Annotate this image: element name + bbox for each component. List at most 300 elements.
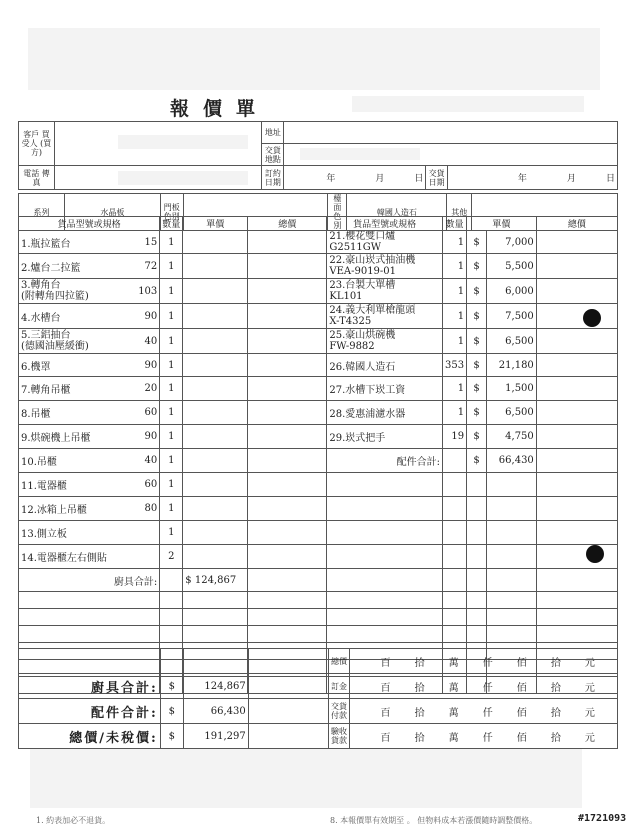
left-item (21, 453, 157, 468)
right-item-total (536, 545, 617, 569)
amount-label: 訂金 (328, 674, 350, 699)
unit-row (352, 704, 615, 719)
summary-row (19, 724, 618, 749)
item-name: 8.吊櫃 (21, 409, 51, 420)
table-row (19, 377, 618, 401)
left-item-price (183, 279, 248, 304)
left-item-total (248, 231, 327, 254)
customer-label: 客戶 買受人 (買方) (19, 122, 55, 166)
right-item-desc (327, 626, 443, 643)
left-item-total (248, 425, 327, 449)
right-item-qty (442, 473, 466, 497)
table-row (19, 569, 618, 592)
left-item-total (248, 354, 327, 377)
left-item-desc (19, 377, 160, 401)
right-desc-header: 貨品型號或規格 (327, 217, 443, 231)
right-item-currency: $ (467, 449, 487, 473)
right-item-qty: 1 (442, 231, 466, 254)
right-item-desc (327, 425, 443, 449)
left-item-desc (19, 473, 160, 497)
left-item (21, 358, 157, 373)
right-item-price (486, 609, 536, 626)
left-item-name (21, 501, 87, 516)
left-item-name (21, 549, 107, 564)
item-model: KL101 (329, 291, 363, 302)
blank-cell (160, 649, 183, 674)
left-item-qty: 1 (160, 329, 183, 354)
contract-date-value[interactable]: 年 月 日 (284, 166, 426, 190)
right-item-total (536, 254, 617, 279)
item-name: 21.櫻花雙口爐 (329, 231, 396, 242)
table-row (19, 592, 618, 609)
other-label: 其他 (447, 194, 472, 231)
left-item-price (183, 473, 248, 497)
right-item-desc (327, 521, 443, 545)
left-item-desc (19, 401, 160, 425)
unit-label: 百 (380, 682, 391, 694)
item-name: 27.水槽下崁工資 (329, 385, 406, 396)
right-item-currency: $ (467, 304, 487, 329)
left-item-qty: 1 (160, 497, 183, 521)
right-item-desc (327, 497, 443, 521)
item-name: 7.轉角吊櫃 (21, 385, 71, 396)
unit-label: 元 (584, 707, 595, 719)
series-label: 系列 (19, 194, 65, 231)
right-item-price: 6,500 (486, 329, 536, 354)
left-item-price (183, 401, 248, 425)
item-model: VEA-9019-01 (329, 266, 397, 277)
left-item (21, 549, 157, 564)
item-size: 60 (144, 407, 158, 418)
phone-label: 電話 傳真 (19, 166, 55, 190)
right-item-price: 6,000 (486, 279, 536, 304)
left-item-total (248, 401, 327, 425)
unit-label: 萬 (448, 732, 459, 744)
summary-currency: $ (160, 699, 183, 724)
right-item-price (486, 592, 536, 609)
left-item (21, 280, 157, 302)
left-item-qty: 1 (160, 254, 183, 279)
right-item-price (486, 626, 536, 643)
right-item-total (536, 521, 617, 545)
right-item-currency (467, 569, 487, 592)
left-item-desc (19, 231, 160, 254)
unit-label: 元 (584, 657, 595, 669)
left-item-price (183, 521, 248, 545)
left-item-total (248, 497, 327, 521)
left-item-name (21, 381, 71, 396)
left-item-price (183, 425, 248, 449)
right-item-currency: $ (467, 231, 487, 254)
right-item-currency (467, 521, 487, 545)
accessories-subtotal-label: 配件合計: (396, 457, 440, 468)
right-item-qty: 19 (442, 425, 466, 449)
left-item-desc (19, 254, 160, 279)
right-item-currency (467, 497, 487, 521)
right-item-price: 1,500 (486, 377, 536, 401)
items-table (18, 216, 618, 694)
unit-row (352, 654, 615, 669)
left-desc-header: 貨品型號或規格 (19, 217, 160, 231)
item-name: 6.機罩 (21, 361, 51, 373)
left-item-price: $ 124,867 (183, 569, 248, 592)
table-row (19, 254, 618, 279)
unit-label: 仟 (482, 657, 493, 669)
item-size: 40 (144, 335, 158, 347)
left-item-qty: 1 (160, 449, 183, 473)
hole-punch-mark (586, 545, 604, 563)
left-item-total (248, 254, 327, 279)
unit-row (352, 679, 615, 694)
hole-punch-mark (583, 309, 601, 327)
left-item-total (248, 377, 327, 401)
item-name: 10.吊櫃 (21, 457, 57, 468)
unit-label: 佰 (516, 707, 527, 719)
contract-date-label: 訂約 日期 (262, 166, 284, 190)
left-item-name (21, 259, 81, 274)
table-row (19, 449, 618, 473)
table-row (19, 626, 618, 643)
right-item-currency (467, 626, 487, 643)
series-value: 水晶板 (64, 194, 160, 231)
left-item-desc (19, 521, 160, 545)
right-item-total (536, 609, 617, 626)
counter-color-value: 韓國人造石 (347, 194, 447, 231)
left-item-name (21, 453, 57, 468)
item-name: 25.豪山烘碗機 (329, 330, 396, 341)
right-item-total (536, 569, 617, 592)
table-row (19, 473, 618, 497)
item-name: 13.側立板 (21, 529, 67, 540)
unit-label: 拾 (414, 707, 425, 719)
unit-label: 萬 (448, 682, 459, 694)
item-name-extra: (德國油壓緩衝) (21, 341, 89, 352)
delivery-date-value[interactable]: 年 月 日 (447, 166, 617, 190)
item-name: 28.愛惠浦濾水器 (329, 409, 406, 420)
right-item-total (536, 592, 617, 609)
table-row (19, 497, 618, 521)
summary-label: 配件合計: (19, 699, 161, 724)
redacted-quote-number (352, 96, 584, 112)
item-name: 26.韓國人造石 (329, 361, 396, 373)
right-item-price: 5,500 (486, 254, 536, 279)
right-item-currency: $ (467, 377, 487, 401)
left-item (21, 477, 157, 492)
right-item-qty (442, 521, 466, 545)
delivery-address-value[interactable] (284, 144, 618, 166)
right-item-qty: 1 (442, 401, 466, 425)
left-item-total (248, 609, 327, 626)
right-item-qty (442, 449, 466, 473)
left-item-qty: 1 (160, 279, 183, 304)
left-item-qty (160, 569, 183, 592)
right-item-currency (467, 473, 487, 497)
unit-label: 百 (380, 657, 391, 669)
unit-label: 拾 (550, 682, 561, 694)
item-name: 24.義大利單槍龍頭 (329, 305, 416, 316)
unit-label: 百 (380, 732, 391, 744)
left-item-price (183, 329, 248, 354)
unit-row (352, 729, 615, 744)
summary-currency: $ (160, 674, 183, 699)
item-size: 90 (144, 310, 158, 322)
unit-label: 元 (584, 732, 595, 744)
unit-label: 佰 (516, 657, 527, 669)
blank-cell (248, 649, 328, 674)
item-name-extra: (附轉角四拉籃) (21, 291, 89, 302)
right-item-qty: 1 (442, 254, 466, 279)
right-item-price (486, 545, 536, 569)
table-row (19, 401, 618, 425)
left-item-name (21, 280, 89, 302)
unit-label: 拾 (550, 707, 561, 719)
unit-label: 拾 (550, 657, 561, 669)
left-item-qty: 1 (160, 521, 183, 545)
right-item-qty: 1 (442, 304, 466, 329)
summary-row (19, 699, 618, 724)
left-item-price (183, 449, 248, 473)
left-item (21, 525, 157, 540)
right-item-desc (327, 377, 443, 401)
item-name: 22.豪山崁式抽油機 (329, 255, 416, 266)
summary-table (18, 648, 618, 749)
blank-cell (248, 674, 328, 699)
blank-cell (183, 649, 248, 674)
left-item-desc (19, 329, 160, 354)
item-name: 11.電器櫃 (21, 481, 67, 492)
right-item-currency: $ (467, 401, 487, 425)
right-item-total (536, 401, 617, 425)
left-item-desc (19, 449, 160, 473)
item-model: G2511GW (329, 242, 382, 253)
right-item-desc (327, 592, 443, 609)
right-item-desc (327, 449, 443, 473)
right-item-qty (442, 626, 466, 643)
left-price-header: 單價 (183, 217, 248, 231)
amount-units[interactable] (350, 724, 618, 749)
item-size: 72 (144, 260, 158, 272)
right-item-desc (327, 473, 443, 497)
right-item-desc (327, 254, 443, 279)
right-item-currency (467, 545, 487, 569)
left-item-name (21, 405, 51, 420)
left-item-price (183, 254, 248, 279)
table-row (19, 354, 618, 377)
left-item-total (248, 569, 327, 592)
right-item-desc (327, 609, 443, 626)
left-total-header: 總價 (248, 217, 327, 231)
left-item (21, 381, 157, 396)
left-item-qty: 1 (160, 401, 183, 425)
right-item-price: 21,180 (486, 354, 536, 377)
item-size: 20 (144, 383, 158, 394)
item-size: 103 (138, 285, 158, 297)
left-item (21, 309, 157, 324)
item-size: 90 (144, 359, 158, 371)
left-item-qty (160, 626, 183, 643)
phone-value[interactable] (54, 166, 261, 190)
left-item-qty (160, 609, 183, 626)
right-item-desc (327, 545, 443, 569)
left-item-desc (19, 592, 160, 609)
left-item-price (183, 497, 248, 521)
amount-label: 總價 (328, 649, 350, 674)
blank-cell (248, 724, 328, 749)
left-item-name (21, 330, 89, 352)
left-item-qty: 1 (160, 425, 183, 449)
left-item-name (21, 477, 67, 492)
left-item-qty: 1 (160, 304, 183, 329)
left-item-price (183, 377, 248, 401)
unit-label: 佰 (516, 732, 527, 744)
item-name: 1.瓶拉籃台 (21, 238, 71, 250)
table-row (19, 329, 618, 354)
left-item (21, 330, 157, 352)
right-item-total (536, 354, 617, 377)
left-item-qty: 1 (160, 377, 183, 401)
delivery-date-label: 交貨 日期 (426, 166, 448, 190)
unit-label: 萬 (448, 657, 459, 669)
right-item-qty: 1 (442, 377, 466, 401)
right-item-currency (467, 592, 487, 609)
left-item-name (21, 525, 67, 540)
item-name: 2.爐台二拉籃 (21, 262, 81, 274)
right-item-price: 6,500 (486, 401, 536, 425)
right-item-price: 7,500 (486, 304, 536, 329)
right-item-total (536, 279, 617, 304)
unit-label: 拾 (414, 682, 425, 694)
right-item-qty (442, 545, 466, 569)
counter-color-label: 檯面 色別 (328, 194, 347, 231)
left-item-total (248, 592, 327, 609)
item-name: 14.電器櫃左右側貼 (21, 553, 107, 564)
right-item-desc (327, 401, 443, 425)
left-item-price (183, 609, 248, 626)
customer-value[interactable] (54, 122, 261, 166)
right-item-price (486, 569, 536, 592)
unit-label: 拾 (414, 657, 425, 669)
left-item-desc (19, 545, 160, 569)
unit-label: 萬 (448, 707, 459, 719)
right-item-currency: $ (467, 279, 487, 304)
left-item-price (183, 592, 248, 609)
left-item (21, 429, 157, 444)
right-item-total (536, 425, 617, 449)
left-item-total (248, 473, 327, 497)
summary-label: 總價/未稅價: (19, 724, 161, 749)
left-item-total (248, 329, 327, 354)
left-item-desc (19, 569, 160, 592)
right-item-qty (442, 592, 466, 609)
left-item-price (183, 354, 248, 377)
left-item-price (183, 545, 248, 569)
footnote-right: 8. 本報價單有效期至 。 但物料成本若漲價隨時調整價格。 (330, 816, 538, 825)
left-item-desc (19, 279, 160, 304)
right-item-desc (327, 569, 443, 592)
right-item-desc (327, 231, 443, 254)
amount-units[interactable] (350, 649, 618, 674)
left-item-desc (19, 354, 160, 377)
right-item-currency: $ (467, 329, 487, 354)
right-item-price (486, 473, 536, 497)
table-row (19, 304, 618, 329)
left-item (21, 501, 157, 516)
left-item-desc (19, 626, 160, 643)
kitchen-subtotal-label: 廚具合計: (113, 576, 158, 588)
address-value[interactable] (284, 122, 618, 144)
right-item-qty (442, 609, 466, 626)
right-item-qty (442, 497, 466, 521)
left-item-price (183, 231, 248, 254)
left-item-total (248, 449, 327, 473)
left-item (21, 405, 157, 420)
item-name: 29.崁式把手 (329, 433, 386, 444)
table-row (19, 545, 618, 569)
right-item-price: 66,430 (486, 449, 536, 473)
redacted-company-header (28, 28, 600, 90)
left-item-desc (19, 304, 160, 329)
unit-label: 佰 (516, 682, 527, 694)
right-item-price (486, 497, 536, 521)
watermark: #1721093 (578, 813, 627, 824)
left-item-name (21, 309, 61, 324)
right-item-price: 4,750 (486, 425, 536, 449)
right-item-total (536, 473, 617, 497)
right-item-currency: $ (467, 254, 487, 279)
amount-units[interactable] (350, 699, 618, 724)
right-item-total (536, 329, 617, 354)
left-item-total (248, 304, 327, 329)
customer-info-table (18, 121, 618, 190)
right-item-qty: 1 (442, 279, 466, 304)
left-item-qty: 1 (160, 473, 183, 497)
summary-value: 124,867 (183, 674, 248, 699)
item-name: 23.台製大單槽 (329, 280, 396, 291)
right-item-currency: $ (467, 354, 487, 377)
table-row (19, 279, 618, 304)
left-item (21, 235, 157, 250)
left-item-desc (19, 609, 160, 626)
door-color-label: 門板 色別 (160, 194, 183, 231)
item-name: 9.烘碗機上吊櫃 (21, 433, 91, 444)
right-item-desc (327, 354, 443, 377)
summary-value: 66,430 (183, 699, 248, 724)
item-size: 40 (144, 455, 158, 466)
redacted-footer (30, 748, 582, 808)
right-item-desc (327, 279, 443, 304)
amount-units[interactable] (350, 674, 618, 699)
unit-label: 元 (584, 682, 595, 694)
right-item-currency: $ (467, 425, 487, 449)
item-name: 4.水槽台 (21, 312, 61, 324)
summary-value: 191,297 (183, 724, 248, 749)
item-size: 80 (144, 503, 158, 514)
right-item-price (486, 521, 536, 545)
right-item-total (536, 626, 617, 643)
amount-label: 交貨 付款 (328, 699, 350, 724)
page-title: 報價單 (170, 98, 270, 120)
unit-label: 拾 (550, 732, 561, 744)
summary-currency: $ (160, 724, 183, 749)
table-row (19, 231, 618, 254)
item-name: 12.冰箱上吊櫃 (21, 505, 87, 516)
right-item-qty: 353 (442, 354, 466, 377)
item-size: 15 (144, 236, 158, 248)
amount-label: 驗收 貨款 (328, 724, 350, 749)
summary-label: 廚具合計: (19, 674, 161, 699)
delivery-address-label: 交貨 地點 (262, 144, 284, 166)
footnote-left: 1. 約表加必不退貨。 (36, 816, 111, 825)
